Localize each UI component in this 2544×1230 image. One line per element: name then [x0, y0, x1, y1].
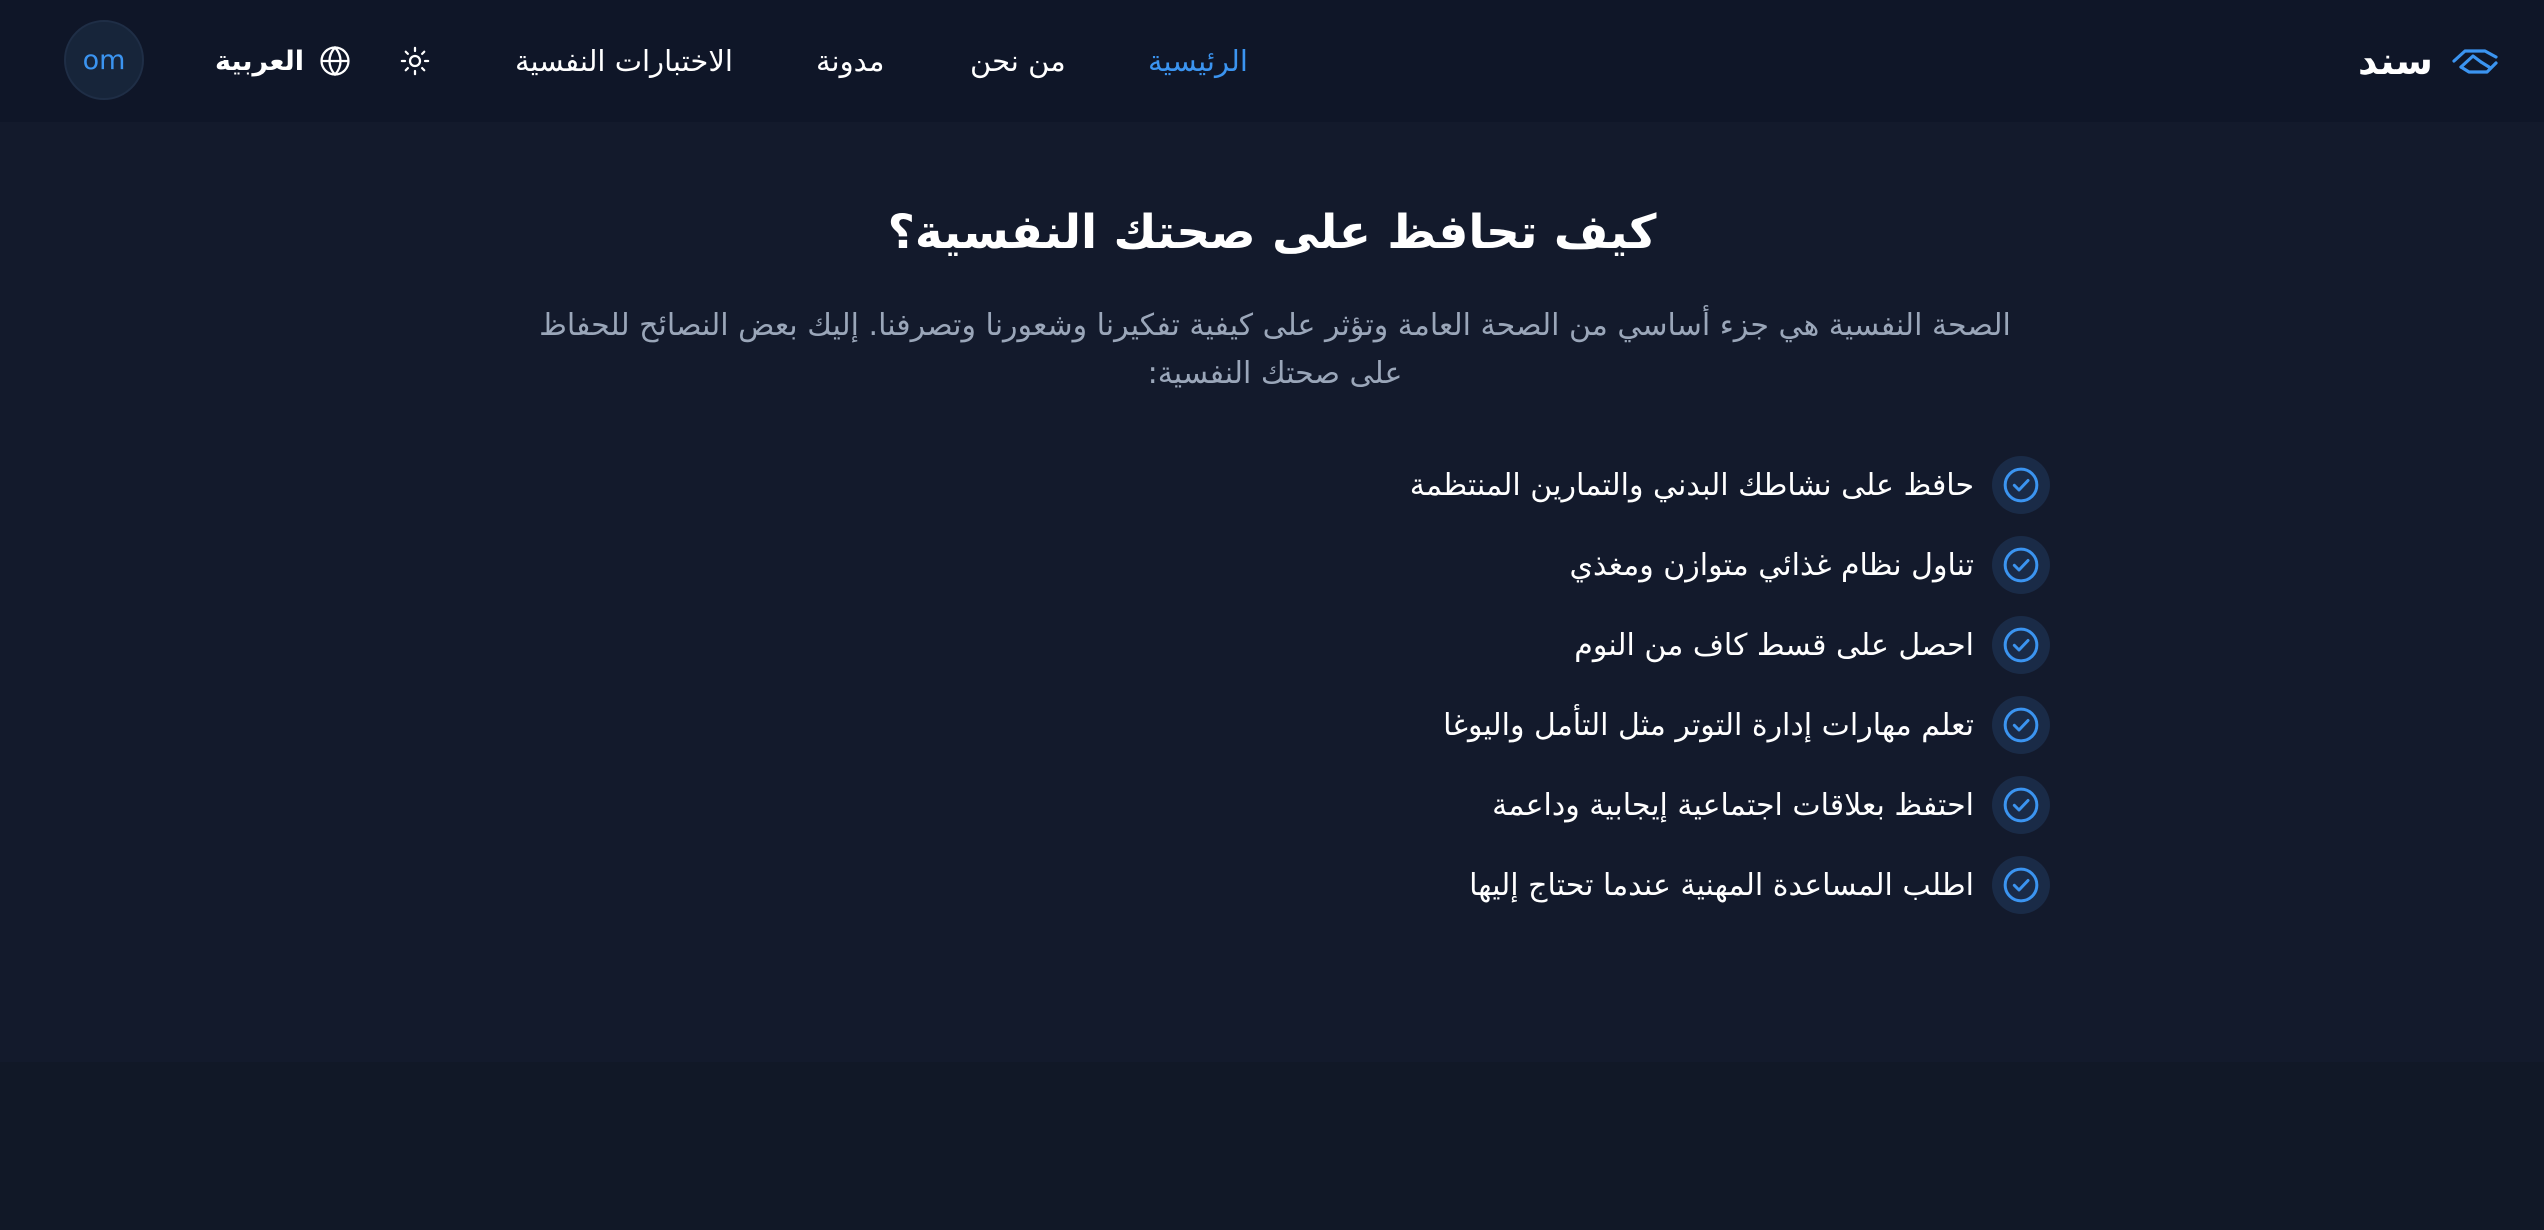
- check-circle-icon: [2001, 545, 2041, 585]
- logo-text: سند: [2358, 39, 2433, 83]
- site-logo[interactable]: [2358, 32, 2499, 90]
- user-avatar[interactable]: [64, 20, 144, 100]
- check-badge: [1992, 776, 2050, 834]
- check-circle-icon: [2001, 785, 2041, 825]
- check-badge: [1992, 456, 2050, 514]
- tip-item: [1000, 845, 2050, 925]
- check-circle-icon: [2001, 705, 2041, 745]
- mental-health-tips-section: [0, 122, 2544, 1062]
- sun-icon: [400, 46, 430, 76]
- tip-text: احتفظ بعلاقات اجتماعية إيجابية وداعمة: [1492, 787, 1974, 823]
- check-badge: [1992, 856, 2050, 914]
- tip-item: [1000, 525, 2050, 605]
- check-badge: [1992, 696, 2050, 754]
- check-circle-icon: [2001, 625, 2041, 665]
- tip-item: [1000, 445, 2050, 525]
- top-navbar: [0, 0, 2544, 122]
- check-circle-icon: [2001, 465, 2041, 505]
- language-switcher[interactable]: [215, 38, 352, 84]
- nav-link-about[interactable]: من نحن: [970, 44, 1066, 78]
- section-intro: الصحة النفسية هي جزء أساسي من الصحة العامة وتؤثر على كيفية تفكيرنا وشعورنا وتصرفنا. إليك بعض النصائح للحفاظ على صحتك النفسية:: [539, 308, 2011, 391]
- avatar-initials: om: [82, 44, 126, 76]
- page-bottom-area: [0, 1062, 2544, 1230]
- check-circle-icon: [2001, 865, 2041, 905]
- tip-item: [1000, 605, 2050, 685]
- tip-text: اطلب المساعدة المهنية عندما تحتاج إليها: [1469, 867, 1974, 903]
- tip-text: احصل على قسط كاف من النوم: [1574, 627, 1974, 663]
- check-badge: [1992, 536, 2050, 594]
- tip-text: حافظ على نشاطك البدني والتمارين المنتظمة: [1409, 467, 1974, 503]
- check-badge: [1992, 616, 2050, 674]
- tips-list: [1000, 445, 2050, 925]
- language-label: العربية: [215, 45, 304, 77]
- section-title: كيف تحافظ على صحتك النفسية؟: [887, 205, 1657, 260]
- tip-text: تعلم مهارات إدارة التوتر مثل التأمل واليوغا: [1443, 707, 1974, 743]
- tip-item: [1000, 685, 2050, 765]
- nav-link-home[interactable]: الرئيسية: [1148, 44, 1248, 78]
- handshake-icon: [2451, 41, 2499, 81]
- theme-toggle-button[interactable]: [392, 38, 438, 84]
- nav-link-psych-tests[interactable]: الاختبارات النفسية: [515, 44, 733, 78]
- tip-text: تناول نظام غذائي متوازن ومغذي: [1569, 547, 1974, 583]
- nav-link-blog[interactable]: مدونة: [816, 44, 885, 78]
- globe-icon: [318, 44, 352, 78]
- tip-item: [1000, 765, 2050, 845]
